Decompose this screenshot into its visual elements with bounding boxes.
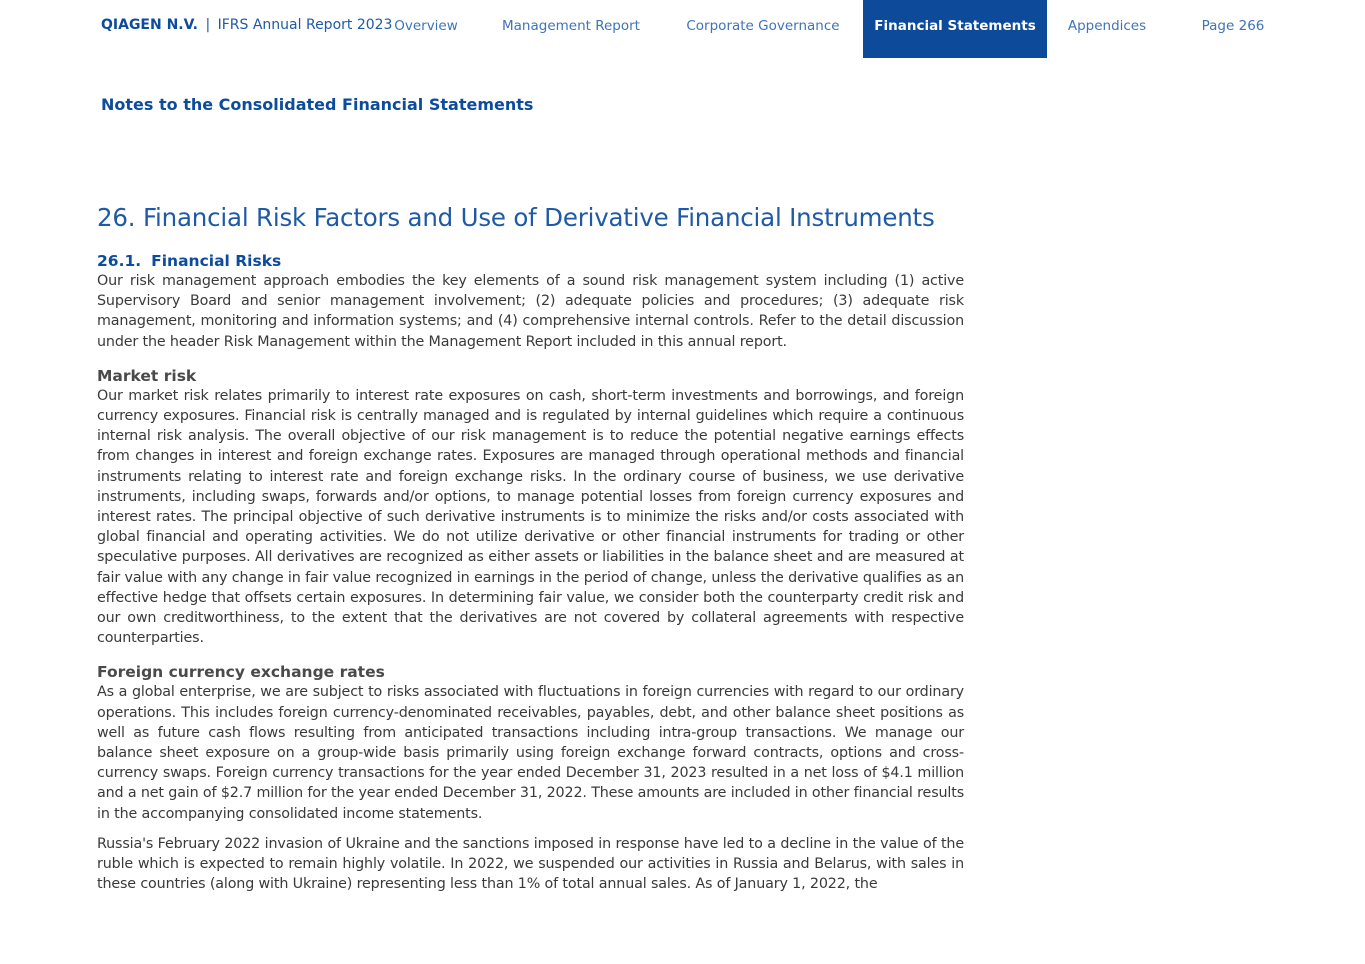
report-brand[interactable] [101, 17, 392, 33]
fx-paragraph: As a global enterprise, we are subject to risks associated with fluctuations in foreign currencies with regard to our ordinary operations. This includes foreign currency-denominated receivables, payables, debt, and other balance sheet positions as well as future cash flows resulting from anticipated transactions including intra-group transactions. We manage our balance sheet exposure on a group-wide basis primarily using foreign exchange forward contracts, options and cross-currency swaps. Foreign currency transactions for the year ended December 31, 2023 resulted in a net loss of $4.1 million and a net gain of $2.7 million for the year ended December 31, 2022. These amounts are included in other financial results in the accompanying consolidated income statements. [97, 684, 964, 822]
nav-tab-appendices[interactable]: Appendices [1067, 18, 1147, 34]
nav-tab-corporate-governance[interactable]: Corporate Governance [686, 18, 840, 34]
company-name: QIAGEN N.V. [101, 17, 198, 33]
nav-tab-overview[interactable]: Overview [394, 18, 458, 34]
note-content [97, 199, 964, 894]
report-title: IFRS Annual Report 2023 [217, 17, 393, 33]
page-number: Page 266 [1201, 18, 1265, 34]
subsection-number: 26.1. [97, 252, 142, 270]
brand-separator: | [205, 17, 211, 33]
nav-tab-financial-statements[interactable]: Financial Statements [863, 0, 1047, 58]
section-label: Notes to the Consolidated Financial Statements [101, 95, 534, 114]
fx-heading: Foreign currency exchange rates [97, 663, 385, 682]
market-risk-heading: Market risk [97, 366, 197, 385]
russia-paragraph: Russia's February 2022 invasion of Ukraine and the sanctions imposed in response have led to a decline in the value of the ruble which is expected to remain highly volatile. In 2022, we suspended our activities in Russia and Belarus, with sales in these countries (along with Ukraine) representing less than 1% of total annual sales. As of January 1, 2022, the [97, 835, 964, 893]
top-navigation-bar [0, 0, 1365, 58]
nav-tab-management-report[interactable]: Management Report [502, 18, 640, 34]
subsection-title: Financial Risks [151, 252, 282, 270]
intro-paragraph: Our risk management approach embodies the key elements of a sound risk management system including (1) active Supervisory Board and senior management involvement; (2) adequate policies and procedures; (3) adequate risk management, monitoring and information systems; and (4) comprehensive internal controls. Refer to the detail discussion under the header Risk Management within the Management Report included in this annual report. [97, 273, 964, 350]
subsection-heading [97, 251, 964, 271]
market-risk-paragraph: Our market risk relates primarily to interest rate exposures on cash, short-term investments and borrowings, and foreign currency exposures. Financial risk is centrally managed and is regulated by internal guidelines which require a continuous internal risk analysis. The overall objective of our risk management is to reduce the potential negative earnings effects from changes in interest and foreign exchange rates. Exposures are managed through operational methods and financial instruments relating to interest rate and foreign exchange risks. In the ordinary course of business, we use derivative instruments, including swaps, forwards and/or options, to manage potential losses from foreign currency exposures and interest rates. The principal objective of such derivative instruments is to minimize the risks and/or costs associated with global financial and operating activities. We do not utilize derivative or other financial instruments for trading or other speculative purposes. All derivatives are recognized as either assets or liabilities in the balance sheet and are measured at fair value with any change in fair value recognized in earnings in the period of change, unless the derivative qualifies as an effective hedge that offsets certain exposures. In determining fair value, we consider both the counterparty credit risk and our own creditworthiness, to the extent that the derivatives are not covered by collateral agreements with respective counterparties. [97, 387, 964, 647]
note-title: 26. Financial Risk Factors and Use of Derivative Financial Instruments [97, 203, 935, 232]
